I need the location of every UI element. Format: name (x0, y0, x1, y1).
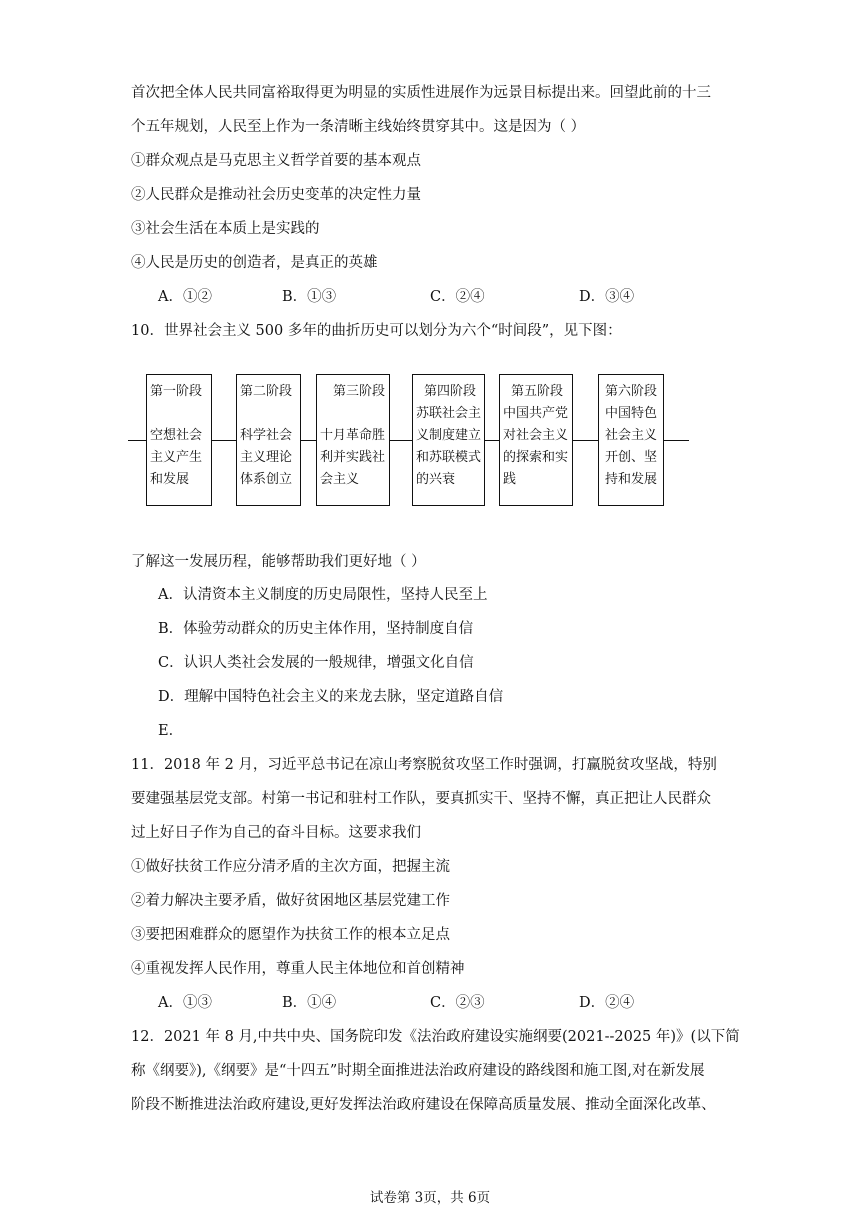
q9-statement-2: ②人民群众是推动社会历史变革的决定性力量 (131, 187, 421, 203)
q9-statement-4: ④人民是历史的创造者，是真正的英雄 (131, 255, 378, 271)
stage-4-line: 的兴衰 (416, 472, 456, 487)
q9-stem-line-1: 首次把全体人民共同富裕取得更为明显的实质性进展作为远景目标提出来。回望此前的十三 (131, 85, 711, 101)
q10-option-d[interactable]: D．理解中国特色社会主义的来龙去脉，坚定道路自信 (158, 689, 504, 705)
q11-stem-line-1: 11．2018 年 2 月，习近平总书记在凉山考察脱贫攻坚工作时强调，打赢脱贫攻坚战，特别 (131, 757, 717, 773)
q9-option-b[interactable]: B．①③ (282, 289, 337, 305)
stage-5-line: 的探索和实 (503, 450, 569, 465)
stage-4-line: 和苏联模式 (416, 450, 482, 465)
stage-4-line: 义制度建立 (416, 428, 482, 443)
stage-2-line: 科学社会 (240, 428, 293, 443)
stage-6-line: 持和发展 (605, 472, 658, 487)
stage-6-title: 第六阶段 (605, 384, 658, 399)
q11-option-c[interactable]: C．②③ (430, 995, 485, 1011)
stage-5-title: 第五阶段 (511, 384, 564, 399)
q9-statement-1: ①群众观点是马克思主义哲学首要的基本观点 (131, 153, 421, 169)
q11-option-b[interactable]: B．①④ (282, 995, 337, 1011)
stage-5-line: 践 (503, 472, 517, 487)
stage-5-line: 对社会主义 (503, 428, 569, 443)
q11-statement-3: ③要把困难群众的愿望作为扶贫工作的根本立足点 (131, 927, 450, 943)
q11-statement-1: ①做好扶贫工作应分清矛盾的主次方面，把握主流 (131, 859, 450, 875)
stage-1-line: 主义产生 (150, 450, 203, 465)
q9-option-c[interactable]: C．②④ (430, 289, 485, 305)
stage-5-line: 中国共产党 (503, 406, 569, 421)
stage-3-line: 十月革命胜 (320, 428, 386, 443)
stage-3-line: 会主义 (320, 472, 360, 487)
stage-4-title: 第四阶段 (424, 384, 477, 399)
q11-statement-2: ②着力解决主要矛盾，做好贫困地区基层党建工作 (131, 893, 450, 909)
timeline-segment (300, 440, 316, 441)
stage-1-title: 第一阶段 (150, 384, 203, 399)
stage-box-4 (412, 374, 485, 506)
stage-1-line: 和发展 (150, 472, 190, 487)
stage-6-line: 中国特色 (605, 406, 658, 421)
timeline-segment (211, 440, 236, 441)
timeline-segment (572, 440, 598, 441)
stage-box-5 (499, 374, 573, 506)
q11-option-a[interactable]: A．①③ (158, 995, 212, 1011)
q11-stem-line-2: 要建强基层党支部。村第一书记和驻村工作队，要真抓实干、坚持不懈，真正把让人民群众 (131, 791, 711, 807)
q9-option-a[interactable]: A．①② (158, 289, 212, 305)
timeline-segment (663, 440, 689, 441)
stage-1-line: 空想社会 (150, 428, 203, 443)
stage-box-3 (316, 374, 390, 506)
page-footer: 试卷第 3页，共 6页 (369, 1190, 491, 1206)
q10-question: 了解这一发展历程，能够帮助我们更好地（ ） (131, 554, 426, 570)
stage-box-6 (598, 374, 664, 506)
q9-option-d[interactable]: D．③④ (579, 289, 635, 305)
stage-box-2 (236, 374, 301, 506)
stage-3-line: 利并实践社 (320, 450, 386, 465)
q10-option-e[interactable]: E． (158, 723, 184, 739)
stage-box-1 (146, 374, 212, 506)
q10-option-b[interactable]: B．体验劳动群众的历史主体作用，坚持制度自信 (158, 621, 474, 637)
stage-3-title: 第三阶段 (332, 384, 385, 399)
q11-stem-line-3: 过上好日子作为自己的奋斗目标。这要求我们 (131, 825, 421, 841)
timeline-segment (128, 440, 146, 441)
q12-stem-line-1: 12．2021 年 8 月,中共中央、国务院印发《法治政府建设实施纲要(2021--2025 年)》(以下简 (131, 1029, 740, 1045)
stage-6-line: 开创、坚 (605, 450, 658, 465)
q11-statement-4: ④重视发挥人民作用，尊重人民主体地位和首创精神 (131, 961, 465, 977)
stage-4-line: 苏联社会主 (416, 406, 482, 421)
q9-stem-line-2: 个五年规划，人民至上作为一条清晰主线始终贯穿其中。这是因为（ ） (131, 119, 586, 135)
q12-stem-line-3: 阶段不断推进法治政府建设,更好发挥法治政府建设在保障高质量发展、推动全面深化改革、 (131, 1097, 716, 1113)
q12-stem-line-2: 称《纲要》),《纲要》是“十四五”时期全面推进法治政府建设的路线图和施工图,对在新发展 (131, 1063, 705, 1079)
timeline-segment (484, 440, 499, 441)
q10-option-a[interactable]: A．认清资本主义制度的历史局限性，坚持人民至上 (158, 587, 488, 603)
stage-2-line: 体系创立 (240, 472, 293, 487)
q9-statement-3: ③社会生活在本质上是实践的 (131, 221, 320, 237)
q11-option-d[interactable]: D．②④ (579, 995, 635, 1011)
stage-6-line: 社会主义 (605, 428, 658, 443)
stage-2-line: 主义理论 (240, 450, 293, 465)
stage-2-title: 第二阶段 (240, 384, 293, 399)
timeline-segment (389, 440, 412, 441)
q10-stem: 10．世界社会主义 500 多年的曲折历史可以划分为六个“时间段”，见下图： (131, 323, 622, 339)
q10-option-c[interactable]: C．认识人类社会发展的一般规律，增强文化自信 (158, 655, 474, 671)
